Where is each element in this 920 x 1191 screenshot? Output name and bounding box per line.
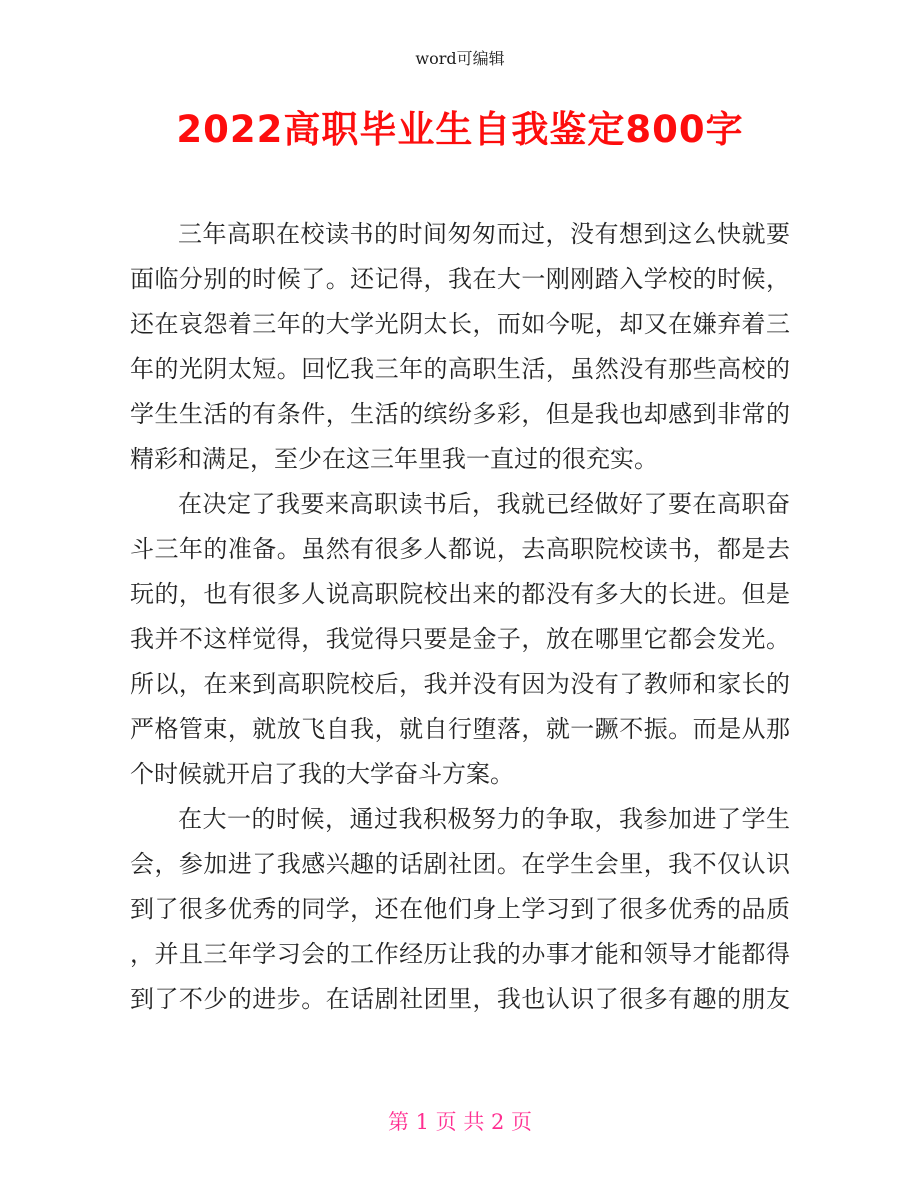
- text-line: 会，参加进了我感兴趣的话剧社团。在学生会里，我不仅认识: [130, 850, 790, 878]
- header-watermark: word可编辑: [415, 49, 505, 68]
- page-number-text: 第 1 页 共 2 页: [387, 1110, 533, 1134]
- page-footer: [0, 1106, 920, 1136]
- document-header: [0, 46, 920, 69]
- document-body: [130, 212, 790, 1022]
- text-line: 个时候就开启了我的大学奋斗方案。: [130, 760, 514, 788]
- paragraph: [130, 212, 790, 482]
- text-line: 斗三年的准备。虽然有很多人都说，去高职院校读书，都是去: [130, 535, 790, 563]
- text-line: 玩的，也有很多人说高职院校出来的都没有多大的长进。但是: [130, 580, 790, 608]
- paragraph: [130, 797, 790, 1022]
- text-line: 到了不少的进步。在话剧社团里，我也认识了很多有趣的朋友: [130, 985, 790, 1013]
- text-line: 精彩和满足，至少在这三年里我一直过的很充实。: [130, 445, 658, 473]
- text-line: 面临分别的时候了。还记得，我在大一刚刚踏入学校的时候，: [130, 265, 790, 293]
- text-line: 在决定了我要来高职读书后，我就已经做好了要在高职奋: [178, 490, 790, 518]
- text-line: 我并不这样觉得，我觉得只要是金子，放在哪里它都会发光。: [130, 625, 790, 653]
- document-title: 2022高职毕业生自我鉴定800字: [176, 108, 744, 151]
- text-line: 年的光阴太短。回忆我三年的高职生活，虽然没有那些高校的: [130, 355, 790, 383]
- text-line: 所以，在来到高职院校后，我并没有因为没有了教师和家长的: [130, 670, 790, 698]
- text-line: 严格管束，就放飞自我，就自行堕落，就一蹶不振。而是从那: [130, 715, 790, 743]
- text-line: 三年高职在校读书的时间匆匆而过，没有想到这么快就要: [178, 220, 790, 248]
- text-line: 还在哀怨着三年的大学光阴太长，而如今呢，却又在嫌弃着三: [130, 310, 790, 338]
- text-line: 学生生活的有条件，生活的缤纷多彩，但是我也却感到非常的: [130, 400, 790, 428]
- text-line: ，并且三年学习会的工作经历让我的办事才能和领导才能都得: [130, 940, 790, 968]
- text-line: 在大一的时候，通过我积极努力的争取，我参加进了学生: [178, 805, 790, 833]
- text-line: 到了很多优秀的同学，还在他们身上学习到了很多优秀的品质: [130, 895, 790, 923]
- paragraph: [130, 482, 790, 797]
